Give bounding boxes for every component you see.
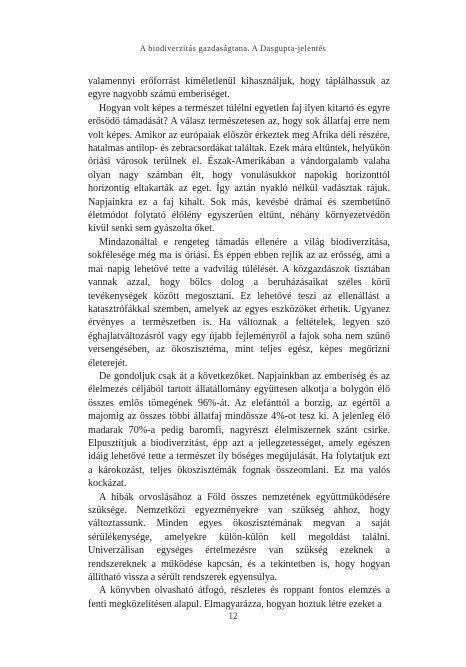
paragraph: A hibák orvoslásához a Föld összes nemzetének együttműködésére szüksége. Nemzetközi egyezményekre van szükség ahhoz, hogy változtassunk. Minden egyes ökoszisztémának megvan a saját sérülékenysége, amelyekre külön-külön kell megoldást találni. Univerzálisan egységes értelmezésre van szükség ezeknek a rendszereknek a működése kapcsán, és a tekintetben is, hogy hogyan állítható vissza a sérült rendszerek egyensúlya. (88, 491, 390, 584)
body-text (88, 75, 390, 611)
paragraph: A könyvben olvasható átfogó, részletes és roppant fontos elemzés a fenti megközelítésen alapul. Elmagyarázza, hogyan hoztuk létre ezeket a (88, 585, 390, 610)
running-header: A biodiverzitás gazdaságtana. A Dasgupta-jelentés (139, 44, 327, 53)
paragraph: Hogyan volt képes a természet túlélni egyetlen faj ilyen kitartó és egyre erősödő támadását? A válasz természetesen az, hogy sok állatfaj erre nem volt képes. Amikor az európaiak először érkeztek meg Afrika déli részére, hatalmas antilop- és zebracsordákat találtak. Ezek mára eltűntek, helyükön óriási városok terülnek el. Észak-Amerikában a vándorgalamb valaha olyan nagy számban élt, hogy vonulásukkor napokig horizonttól horizontig eltakarták az eget. Így aztán nyakló nélkül vadásztak rájuk. Napjainkra ez a faj kihalt. Sok más, kevésbé drámai és szembetűnő életmódot folytató élőlény egyszerűen eltűnt, néhány környezetvédőn kívül senki sem gyászolta őket. (88, 102, 390, 235)
paragraph: Mindazonáltal e rengeteg támadás ellenére a világ biodiverzitása, sokfélesége még ma is óriási. És éppen ebben rejlik az az erősség, ami a mai napig lehetővé tette a vadvilág túlélését. A közgazdászok tisztában vannak azzal, hogy bölcs dolog a beruházásaikat széles körű tevékenységek között megosztani. Ez lehetővé teszi az ellenállást a katasztrófákkal szemben, amelyek az egyes eszközöket érhetik. Ugyanez érvényes a természetben is. Ha változnak a feltételek, legyen szó éghajlatváltozásról vagy egy újabb fejleményről a fajok soha nem szűnő versengésében, az ökoszisztéma, mint teljes egész, képes megőrizni életerejét. (88, 236, 390, 369)
paragraph: De gondoljuk csak át a következőket. Napjainkban az emberiség és az élelmezés céljából tartott állatállomány együttesen alkotja a bolygón élő összes emlős tömegének 96%-át. Az elefánttól a borzig, az egértől a majomig az összes többi állatfaj mindössze 4%-ot tesz ki. A jelenleg élő madarak 70%-a pedig baromfi, nagyrészt élelmiszernek szánt csirke. Elpusztítjuk a biodiverzitást, épp azt a jellegzetességet, amely egészen idáig lehetővé tette a természet ily bőséges megújulását. Ha folytatjuk ezt a károkozást, teljes ökoszisztémák fognak összeomlani. Ez ma valós kockázat. (88, 370, 390, 490)
page-number: 12 (228, 611, 238, 621)
paragraph: valamennyi erőforrást kíméletlenül kihasználjuk, hogy táplálhassuk az egyre nagyobb számú emberiséget. (88, 76, 390, 101)
